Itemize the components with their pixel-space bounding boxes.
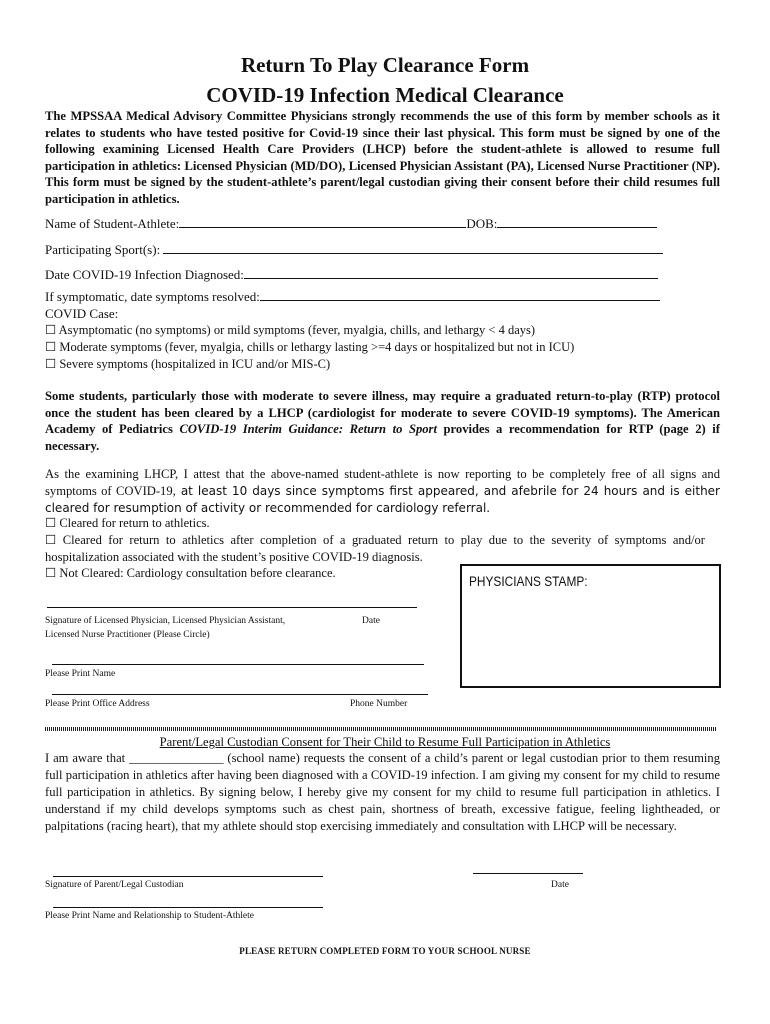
school-name-blank[interactable]: _______________ bbox=[129, 751, 224, 765]
option-not-cleared[interactable]: ☐ Not Cleared: Cardiology consultation before clearance. bbox=[45, 566, 336, 580]
lhcp-date-label: Date bbox=[362, 616, 380, 626]
form-subtitle: COVID-19 Infection Medical Clearance bbox=[206, 83, 564, 107]
student-name-field[interactable] bbox=[45, 215, 657, 232]
footer-instruction: PLEASE RETURN COMPLETED FORM TO YOUR SCHOOL NURSE bbox=[239, 946, 531, 956]
resolved-line[interactable] bbox=[260, 288, 660, 301]
office-address-line[interactable] bbox=[52, 694, 428, 695]
sports-label: Participating Sport(s): bbox=[45, 242, 164, 257]
attest-paragraph bbox=[45, 466, 720, 517]
diagnosed-label: Date COVID-19 Infection Diagnosed: bbox=[45, 267, 244, 282]
dob-line[interactable] bbox=[497, 215, 657, 228]
consent-body: (school name) requests the consent of a child’s parent or legal custodian prior to them resuming full participation in athletics after having been diagnosed with a COVID-19 infection. I am giving my consent for my child to resume full participation in athletics. By signing below, I hereby give my consent for my child to resume full participation in athletics. I understand if my child develops symptoms such as chest pain, shortness of breath, excessive fatigue, feeling lightheaded, or palpitations (racing heart), that my athlete should stop exercising immediately and consultation with LHCP will be necessary. bbox=[45, 751, 720, 833]
rtp-paragraph bbox=[45, 388, 720, 454]
stamp-label: PHYSICIANS STAMP: bbox=[469, 574, 588, 589]
form-title: Return To Play Clearance Form bbox=[240, 53, 530, 77]
sports-line[interactable] bbox=[163, 241, 663, 254]
physician-stamp-box[interactable] bbox=[460, 564, 721, 688]
lhcp-signature-label-2: Licensed Nurse Practitioner (Please Circle) bbox=[45, 630, 210, 640]
relationship-label: Please Print Name and Relationship to Student-Athlete bbox=[45, 911, 254, 921]
consent-heading-text: Parent/Legal Custodian Consent for Their Child to Resume Full Participation in Athletics bbox=[159, 735, 611, 749]
option-asymptomatic[interactable]: ☐ Asymptomatic (no symptoms) or mild symptoms (fever, myalgia, chills, and lethargy < 4 days) bbox=[45, 323, 536, 337]
option-severe[interactable]: ☐ Severe symptoms (hospitalized in ICU and/or MIS-C) bbox=[45, 357, 331, 371]
parent-date-label: Date bbox=[551, 880, 569, 890]
student-name-line[interactable] bbox=[179, 215, 466, 228]
attest-text-serif: As the examining LHCP, I attest that the above-named student-athlete is now reporting to be completely free of all signs and symptoms of COVID-19, bbox=[45, 467, 720, 498]
intro-paragraph: The MPSSAA Medical Advisory Committee Physicians strongly recommends the use of this form by member schools as it relates to students who have tested positive for Covid-19 since their last physical. This form must be signed by one of the following examining Licensed Health Care Providers (LHCP) before the student-athlete is allowed to resume full participation in athletics: Licensed Physician (MD/DO), Licensed Physician Assistant (PA), Licensed Nurse Practitioner (NP). This form must be signed by the student-athlete’s parent/legal custodian giving their consent before their child resumes full participation in athletics. bbox=[45, 109, 720, 206]
sports-field[interactable] bbox=[45, 241, 663, 258]
diagnosed-line[interactable] bbox=[244, 266, 658, 279]
phone-number-label: Phone Number bbox=[350, 699, 408, 709]
covid-case-label: COVID Case: bbox=[45, 306, 119, 321]
rtp-text-2: provides a recommendation for RTP (page 2) if necessary. bbox=[45, 422, 720, 453]
option-moderate[interactable]: ☐ Moderate symptoms (fever, myalgia, chills or lethargy lasting >=4 days or hospitalized but not in ICU) bbox=[45, 340, 575, 354]
consent-prefix: I am aware that bbox=[45, 751, 130, 765]
resolved-field[interactable] bbox=[45, 288, 660, 305]
option-cleared-graduated[interactable]: ☐ Cleared for return to athletics after completion of a graduated return to play due to the severity of symptoms and/or hospitalization associated with the student’s positive COVID-19 diagnosis. bbox=[45, 533, 705, 564]
option-cleared[interactable]: ☐ Cleared for return to athletics. bbox=[45, 516, 210, 530]
consent-paragraph bbox=[45, 750, 720, 835]
print-name-label: Please Print Name bbox=[45, 669, 116, 679]
lhcp-signature-line[interactable] bbox=[47, 607, 417, 608]
diagnosed-field[interactable] bbox=[45, 266, 658, 283]
rtp-guidance-title: COVID-19 Interim Guidance: Return to Sport bbox=[179, 422, 437, 436]
parent-signature-line[interactable] bbox=[53, 876, 323, 877]
student-name-label: Name of Student-Athlete: bbox=[45, 216, 180, 231]
lhcp-signature-label-1: Signature of Licensed Physician, Licensed Physician Assistant, bbox=[45, 616, 286, 626]
resolved-label: If symptomatic, date symptoms resolved: bbox=[45, 289, 260, 304]
attest-text-sans: at least 10 days since symptoms first appeared, and afebrile for 24 hours and is either cleared for resumption of activity or recommended for cardiology referral. bbox=[45, 484, 720, 515]
relationship-line[interactable] bbox=[53, 907, 323, 908]
dob-label: DOB: bbox=[466, 216, 498, 231]
rtp-text-1: Some students, particularly those with moderate to severe illness, may require a graduated return-to-play (RTP) protocol once the student has been cleared by a LHCP (cardiologist for moderate to severe COVID-19 symptoms). The American Academy of Pediatrics bbox=[45, 389, 720, 436]
parent-date-line[interactable] bbox=[473, 873, 583, 874]
section-divider bbox=[45, 727, 717, 731]
consent-heading bbox=[0, 735, 770, 750]
print-name-line[interactable] bbox=[52, 664, 424, 665]
parent-signature-label: Signature of Parent/Legal Custodian bbox=[45, 880, 184, 890]
office-address-label: Please Print Office Address bbox=[45, 699, 150, 709]
